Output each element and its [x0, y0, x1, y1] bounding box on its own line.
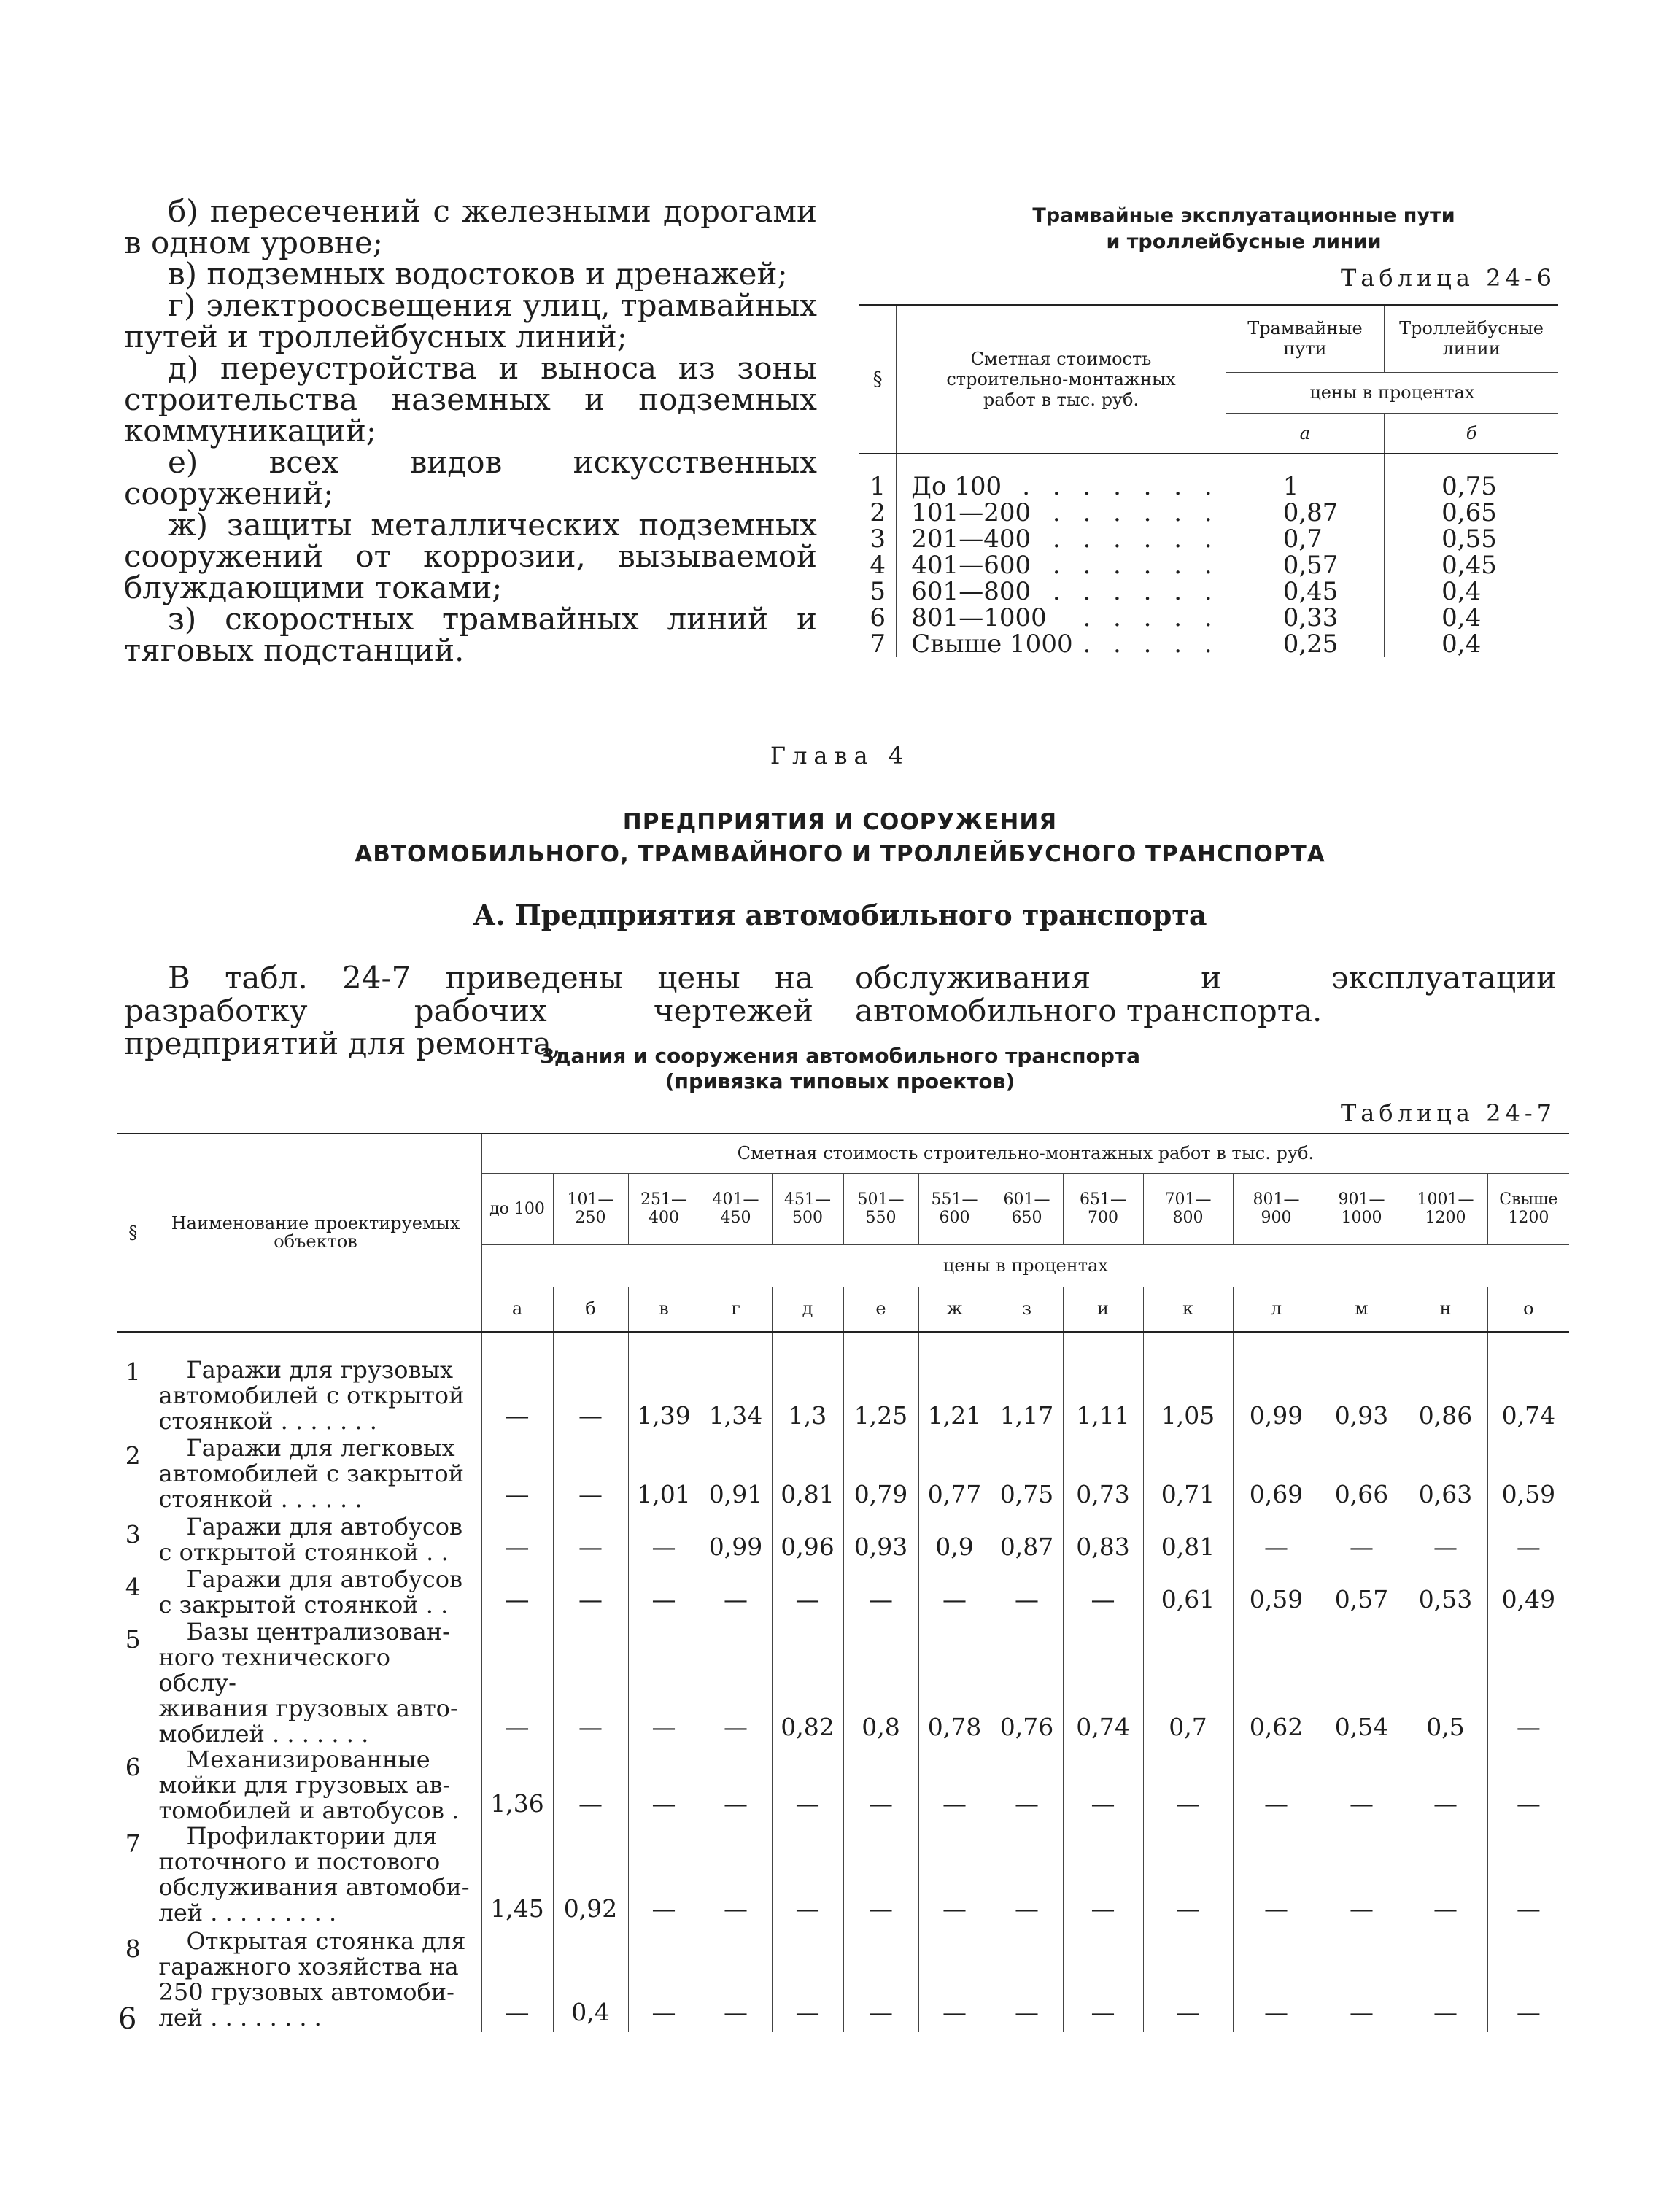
row-price-cell: —	[1516, 1533, 1541, 1561]
row-price-cell: —	[700, 1747, 772, 1824]
row-price-cell: 0,92	[553, 1824, 628, 1929]
row-price-cell: —	[1320, 1824, 1404, 1929]
row-price-cell: —	[918, 1824, 991, 1929]
table7-header-range: 451— 500	[772, 1173, 843, 1244]
table6-caption: Таблица 24-6	[1340, 264, 1556, 292]
name-line: автомобилей с открытой	[158, 1382, 465, 1409]
row-price-cell: —	[991, 1567, 1063, 1619]
table7-header-letter: з	[991, 1287, 1063, 1332]
row-price-cell: 0,99	[1233, 1332, 1320, 1435]
row-price-cell: —	[1516, 1789, 1541, 1818]
row-object-name	[150, 1435, 481, 1514]
row-price-cell: 0,74	[1501, 1401, 1556, 1430]
row-price-cell: 0,57	[1320, 1567, 1404, 1619]
row-price-cell: 0,82	[772, 1619, 843, 1747]
row-price-cell: —	[628, 1747, 700, 1824]
name-line: мойки для грузовых ав-	[158, 1771, 451, 1799]
row-price-cell: —	[1404, 1747, 1487, 1824]
row-price-cell: —	[843, 1567, 918, 1619]
table-row	[117, 1514, 1569, 1567]
name-line: лей . . . . . . . .	[158, 2004, 322, 2031]
row-price-cell: —	[1063, 1747, 1143, 1824]
list-item: б) пересечений с железными дорогами в одном уровне;	[124, 193, 817, 260]
table7-header-letter: е	[843, 1287, 918, 1332]
row-price-cell: —	[628, 1619, 700, 1747]
row-object-name	[150, 1567, 481, 1619]
row-price-cell: —	[772, 1929, 843, 2032]
name-line: стоянкой . . . . . . .	[158, 1407, 377, 1435]
row-price-cell: —	[1233, 1824, 1320, 1929]
row-price-cell: 0,9	[918, 1514, 991, 1567]
table6-header-tram: Трамвайные пути	[1226, 305, 1384, 372]
page-number: 6	[118, 2002, 137, 2036]
name-line: стоянкой . . . . . .	[158, 1485, 363, 1513]
row-price-cell: 0,86	[1404, 1332, 1487, 1435]
table6-col-cost: До 100 . . . . . . . 101—200 . . . . . . 201—400 . . . . . . 401—600 . . . . . . 601—800 . . . . . . 801—1000 . . . . . Свыше 1000 . . . . .	[897, 454, 1226, 657]
table7-header-range: Свыше 1200	[1487, 1173, 1569, 1244]
row-price-cell: —	[700, 1619, 772, 1747]
row-price-cell: 0,66	[1320, 1435, 1404, 1514]
table-row	[117, 1929, 1569, 2032]
row-price-cell: —	[481, 1619, 553, 1747]
table7-header-range: 651— 700	[1063, 1173, 1143, 1244]
table6-col-a: 1 0,87 0,7 0,57 0,45 0,33 0,25	[1226, 454, 1384, 657]
row-price-cell: 1,3	[772, 1332, 843, 1435]
row-price-cell: —	[1143, 1747, 1233, 1824]
row-section-number: 8	[117, 1929, 150, 2032]
row-price-cell: —	[700, 1929, 772, 2032]
row-price-cell: 0,76	[991, 1619, 1063, 1747]
table7-header-section: §	[117, 1134, 150, 1332]
name-line: с закрытой стоянкой . .	[158, 1591, 449, 1619]
row-price-cell: —	[918, 1567, 991, 1619]
name-line: томобилей и автобусов .	[158, 1797, 460, 1824]
table-row	[117, 1332, 1569, 1435]
row-price-cell: 0,83	[1063, 1514, 1143, 1567]
row-section-number: 4	[117, 1567, 150, 1619]
name-line: мобилей . . . . . . .	[158, 1720, 369, 1748]
row-price-cell: 0,49	[1501, 1585, 1556, 1613]
row-price-cell: 1,45	[481, 1824, 553, 1929]
row-price-cell: —	[1233, 1514, 1320, 1567]
row-price-cell: —	[700, 1567, 772, 1619]
table7-header-prices: цены в процентах	[481, 1244, 1569, 1287]
row-section-number: 1	[117, 1332, 150, 1435]
row-price-cell: —	[1320, 1514, 1404, 1567]
table6-col-section: 1 2 3 4 5 6 7	[859, 454, 897, 657]
section-heading: А. Предприятия автомобильного транспорта	[473, 899, 1207, 931]
row-section-number: 2	[117, 1435, 150, 1514]
row-price-cell: 1,39	[628, 1332, 700, 1435]
row-price-cell: 0,91	[700, 1435, 772, 1514]
row-price-cell: 0,54	[1320, 1619, 1404, 1747]
row-price-cell: —	[553, 1747, 628, 1824]
row-price-cell: —	[843, 1747, 918, 1824]
left-list	[124, 195, 817, 666]
row-price-cell: 1,05	[1143, 1332, 1233, 1435]
name-line: Гаражи для грузовых	[186, 1356, 453, 1384]
list-item: ж) защиты металлических подземных сооружений от коррозии, вызываемой блуждающими токами;	[124, 507, 817, 605]
name-line: гаражного хозяйства на	[158, 1953, 459, 1980]
name-line: 250 грузовых автомоби-	[158, 1978, 454, 2006]
table7-header-letter: л	[1233, 1287, 1320, 1332]
row-price-cell: 0,59	[1233, 1567, 1320, 1619]
chapter-label: Глава 4	[770, 742, 910, 770]
row-price-cell: —	[1063, 1567, 1143, 1619]
table7-header-letter: н	[1404, 1287, 1487, 1332]
row-price-cell: —	[1063, 1929, 1143, 2032]
table6-header-trolley: Троллейбусные линии	[1385, 305, 1558, 372]
table7-header-letter: о	[1487, 1287, 1569, 1332]
table7-header-letter: и	[1063, 1287, 1143, 1332]
row-price-cell: 0,7	[1143, 1619, 1233, 1747]
row-price-cell: —	[918, 1747, 991, 1824]
table7-header-letter: ж	[918, 1287, 991, 1332]
list-item: з) скоростных трамвайных линий и тяговых подстанций.	[124, 601, 817, 668]
row-price-cell: —	[553, 1514, 628, 1567]
row-object-name	[150, 1824, 481, 1929]
row-price-cell: —	[628, 1567, 700, 1619]
chapter-title: ПРЕДПРИЯТИЯ И СООРУЖЕНИЯ АВТОМОБИЛЬНОГО, ТРАМВАЙНОГО И ТРОЛЛЕЙБУСНОГО ТРАНСПОРТА	[355, 809, 1325, 867]
name-line: лей . . . . . . . . .	[158, 1899, 337, 1926]
name-line: обслуживания автомоби-	[158, 1873, 470, 1901]
row-price-cell: —	[1143, 1929, 1233, 2032]
table7-header-range: 401— 450	[700, 1173, 772, 1244]
row-price-cell: 0,71	[1143, 1435, 1233, 1514]
name-line: Базы централизован-	[186, 1618, 450, 1646]
row-price-cell: —	[1516, 1998, 1541, 2026]
row-price-cell: 0,96	[772, 1514, 843, 1567]
name-line: поточного и постового	[158, 1848, 441, 1875]
table7-header-range: 551— 600	[918, 1173, 991, 1244]
row-price-cell: —	[553, 1435, 628, 1514]
row-price-cell: 0,78	[918, 1619, 991, 1747]
row-price-cell: —	[843, 1929, 918, 2032]
row-price-cell: —	[1320, 1747, 1404, 1824]
table6-header-prices: цены в процентах	[1226, 372, 1558, 413]
table7-caption: Таблица 24-7	[1340, 1099, 1556, 1127]
row-price-cell: —	[1320, 1929, 1404, 2032]
row-price-cell: 1,34	[700, 1332, 772, 1435]
row-price-cell: 0,87	[991, 1514, 1063, 1567]
row-object-name	[150, 1514, 481, 1567]
table7-header-cost: Сметная стоимость строительно-монтажных работ в тыс. руб.	[481, 1134, 1569, 1173]
list-item: г) электроосвещения улиц, трамвайных путей и троллейбусных линий;	[124, 287, 817, 354]
table7	[117, 1133, 1569, 2032]
table7-header-letter: в	[628, 1287, 700, 1332]
list-item: д) переустройства и выноса из зоны строительства наземных и подземных коммуникаций;	[124, 350, 817, 449]
row-price-cell: 0,99	[700, 1514, 772, 1567]
row-price-cell: 0,81	[1143, 1514, 1233, 1567]
row-price-cell: 0,75	[991, 1435, 1063, 1514]
table7-header-range: 901— 1000	[1320, 1173, 1404, 1244]
row-price-cell: 0,59	[1501, 1480, 1556, 1508]
name-line: Гаражи для легковых	[186, 1434, 455, 1462]
intro-text-right: обслуживания и эксплуатации автомобильного транспорта.	[855, 960, 1557, 1028]
row-price-cell: 0,93	[843, 1514, 918, 1567]
table6-header-section: §	[859, 305, 897, 454]
row-price-cell: —	[481, 1435, 553, 1514]
intro-text-left: В табл. 24-7 приведены цены на разработку рабочих чертежей предприятий для ремонта,	[124, 960, 813, 1061]
row-price-cell: —	[991, 1824, 1063, 1929]
row-price-cell: —	[553, 1332, 628, 1435]
row-price-cell: —	[628, 1514, 700, 1567]
table7-header-range: 101— 250	[553, 1173, 628, 1244]
row-price-cell: 1,25	[843, 1332, 918, 1435]
row-price-cell: —	[481, 1567, 553, 1619]
row-price-cell: 0,4	[553, 1929, 628, 2032]
table-row	[117, 1619, 1569, 1747]
table-row	[117, 1747, 1569, 1824]
row-price-cell: —	[772, 1747, 843, 1824]
table7-header-letter: г	[700, 1287, 772, 1332]
row-price-cell: 0,63	[1404, 1435, 1487, 1514]
row-price-cell: —	[1516, 1894, 1541, 1923]
table7-header-letter: к	[1143, 1287, 1233, 1332]
row-section-number: 7	[117, 1824, 150, 1929]
row-price-cell: —	[1404, 1514, 1487, 1567]
table7-header-range: 601— 650	[991, 1173, 1063, 1244]
table7-header-letter: д	[772, 1287, 843, 1332]
row-price-cell: 1,01	[628, 1435, 700, 1514]
row-price-cell: —	[772, 1567, 843, 1619]
row-price-cell: —	[700, 1824, 772, 1929]
table7-header-range: 801— 900	[1233, 1173, 1320, 1244]
row-price-cell: 0,53	[1404, 1567, 1487, 1619]
row-price-cell: —	[918, 1929, 991, 2032]
row-price-cell: 1,21	[918, 1332, 991, 1435]
name-line: Механизированные	[186, 1745, 430, 1773]
row-price-cell: —	[843, 1824, 918, 1929]
row-price-cell: —	[553, 1619, 628, 1747]
row-price-cell: 0,5	[1404, 1619, 1487, 1747]
table6-header-b: б	[1385, 413, 1558, 454]
table-row	[117, 1567, 1569, 1619]
table-row	[117, 1824, 1569, 1929]
table7-header-range: 1001— 1200	[1404, 1173, 1487, 1244]
table6-title: Трамвайные эксплуатационные пути и троллейбусные линии	[1032, 204, 1455, 253]
row-price-cell: 0,79	[843, 1435, 918, 1514]
row-object-name	[150, 1747, 481, 1824]
row-price-cell: —	[628, 1824, 700, 1929]
row-price-cell: —	[1063, 1824, 1143, 1929]
table7-header-range: 251— 400	[628, 1173, 700, 1244]
row-price-cell: —	[481, 1929, 553, 2032]
row-price-cell: —	[991, 1929, 1063, 2032]
table7-header-letter: м	[1320, 1287, 1404, 1332]
table7-header-range: до 100	[481, 1173, 553, 1244]
row-price-cell: —	[481, 1514, 553, 1567]
name-line: Гаражи для автобусов	[186, 1513, 463, 1541]
table-row	[117, 1435, 1569, 1514]
row-price-cell: —	[1233, 1747, 1320, 1824]
row-price-cell: 1,17	[991, 1332, 1063, 1435]
list-item: в) подземных водостоков и дренажей;	[168, 256, 788, 292]
row-section-number: 6	[117, 1747, 150, 1824]
table7-header-range: 701— 800	[1143, 1173, 1233, 1244]
name-line: автомобилей с закрытой	[158, 1460, 464, 1487]
row-price-cell: 0,69	[1233, 1435, 1320, 1514]
row-price-cell: 0,74	[1063, 1619, 1143, 1747]
row-object-name	[150, 1929, 481, 2032]
row-price-cell: —	[1404, 1824, 1487, 1929]
row-object-name	[150, 1332, 481, 1435]
name-line: живания грузовых авто-	[158, 1694, 458, 1722]
row-price-cell: —	[1404, 1929, 1487, 2032]
row-price-cell: 0,73	[1063, 1435, 1143, 1514]
row-price-cell: 0,62	[1233, 1619, 1320, 1747]
table6	[859, 304, 1558, 657]
table7-header-name: Наименование проектируемых объектов	[150, 1134, 481, 1332]
row-section-number: 3	[117, 1514, 150, 1567]
row-price-cell: 1,11	[1063, 1332, 1143, 1435]
row-price-cell: —	[1516, 1713, 1541, 1741]
row-price-cell: 0,93	[1320, 1332, 1404, 1435]
table6-header-a: а	[1226, 413, 1384, 454]
table7-header-letter: б	[553, 1287, 628, 1332]
table7-header-letter: а	[481, 1287, 553, 1332]
row-price-cell: —	[1143, 1824, 1233, 1929]
row-price-cell: —	[772, 1824, 843, 1929]
name-line: ного технического обслу-	[158, 1643, 390, 1697]
name-line: с открытой стоянкой . .	[158, 1538, 449, 1566]
row-price-cell: —	[481, 1332, 553, 1435]
row-price-cell: 0,61	[1143, 1567, 1233, 1619]
table6-header-cost: Сметная стоимость строительно-монтажных работ в тыс. руб.	[897, 305, 1226, 454]
row-price-cell: —	[1233, 1929, 1320, 2032]
row-price-cell: —	[553, 1567, 628, 1619]
row-price-cell: 0,81	[772, 1435, 843, 1514]
row-price-cell: 0,8	[843, 1619, 918, 1747]
table7-header-range: 501— 550	[843, 1173, 918, 1244]
row-price-cell: 1,36	[481, 1747, 553, 1824]
row-object-name	[150, 1619, 481, 1747]
row-section-number: 5	[117, 1619, 150, 1747]
table7-title: Здания и сооружения автомобильного транспорта (привязка типовых проектов)	[539, 1044, 1140, 1093]
list-item: е) всех видов искусственных сооружений;	[124, 444, 817, 511]
row-price-cell: 0,77	[918, 1435, 991, 1514]
table6-col-b: 0,75 0,65 0,55 0,45 0,4 0,4 0,4	[1441, 472, 1497, 659]
name-line: Гаражи для автобусов	[186, 1565, 463, 1593]
name-line: Открытая стоянка для	[186, 1927, 466, 1955]
row-price-cell: —	[628, 1929, 700, 2032]
name-line: Профилактории для	[186, 1822, 438, 1850]
row-price-cell: —	[991, 1747, 1063, 1824]
